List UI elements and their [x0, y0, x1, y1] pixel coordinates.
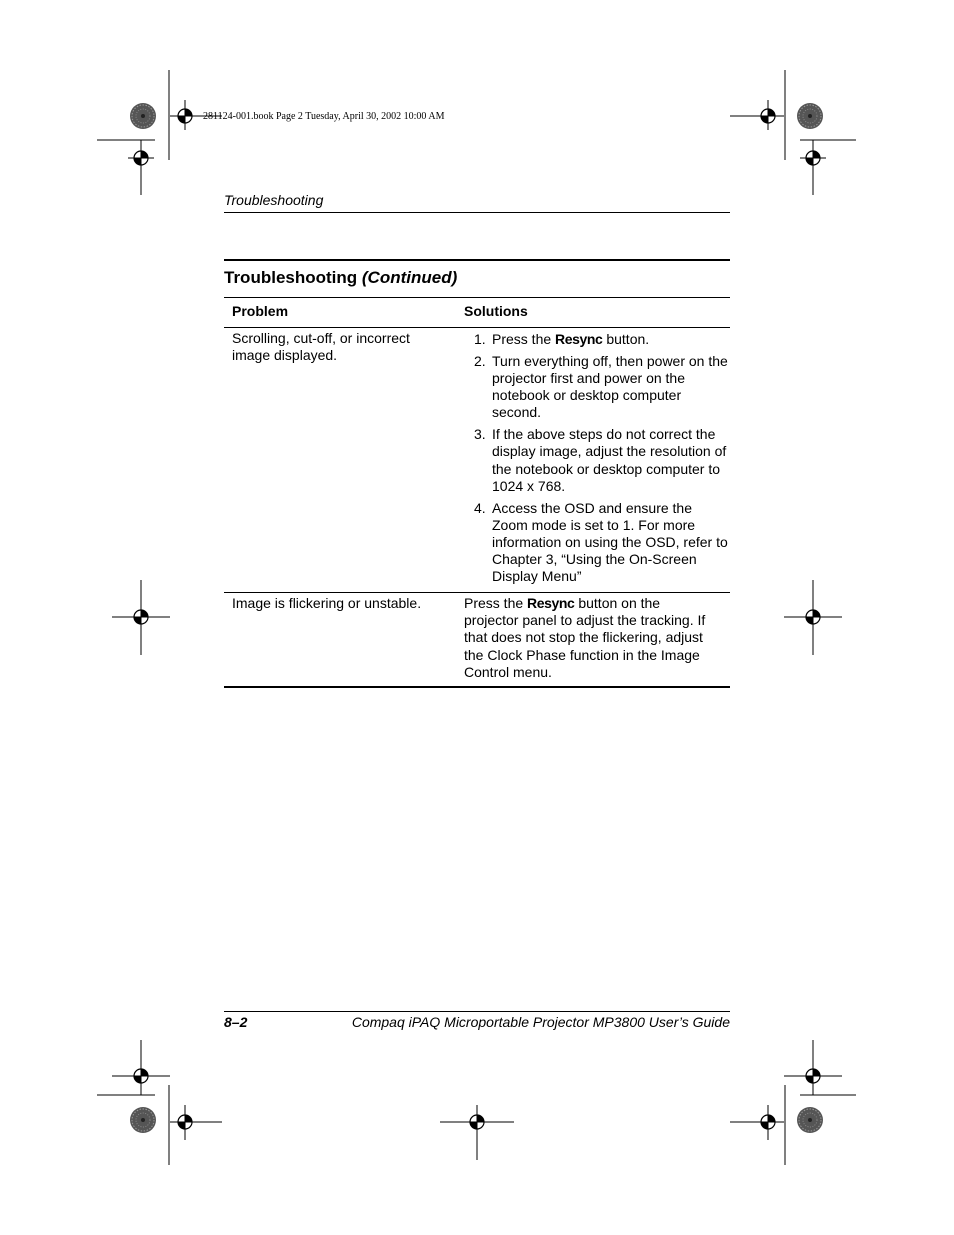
solution-step-2: 2. Turn everything off, then power on the projector first and power on the notebook or desktop computer second. — [474, 352, 728, 421]
solution-step-1: 1. Press the Resync button. — [474, 331, 650, 347]
resync-keyword: Resync — [527, 595, 575, 611]
table-top-rule — [224, 259, 730, 261]
book-title: Compaq iPAQ Microportable Projector MP3800 User’s Guide — [351, 1014, 730, 1030]
header-rule — [224, 212, 730, 213]
page-number: 8–2 — [224, 1014, 248, 1030]
running-head: Troubleshooting — [224, 192, 324, 208]
title-rule — [224, 297, 730, 298]
table-row-2-solution: Press the Resync button on the projector panel to adjust the tracking. If that does not stop the flickering, adjust the Clock Phase function in the Image Control menu. — [464, 595, 706, 680]
column-header-problem: Problem — [232, 303, 289, 319]
table-row-1-solutions — [464, 331, 729, 590]
solution-steps — [464, 331, 729, 586]
row-divider — [224, 592, 730, 593]
solution-step-3: 3. If the above steps do not correct the display image, adjust the resolution of the notebook or desktop computer to 1024 x 768. — [474, 426, 727, 494]
table-row-2-problem: Image is flickering or unstable. — [232, 595, 422, 611]
table-title-suffix: (Continued) — [361, 268, 458, 287]
print-slug: 281124-001.book Page 2 Tuesday, April 30, 2002 10:00 AM — [203, 111, 445, 122]
table-row-1-problem: Scrolling, cut-off, or incorrect image displayed. — [232, 330, 410, 364]
resync-keyword: Resync — [555, 331, 603, 347]
column-header-solutions: Solutions — [464, 303, 528, 319]
table-bottom-rule — [224, 686, 730, 688]
table-title — [224, 268, 457, 288]
header-row-rule — [224, 327, 730, 328]
solution-step-4: 4. Access the OSD and ensure the Zoom mode is set to 1. For more information on using the OSD, refer to Chapter 3, “Using the On-Screen Display Menu” — [474, 499, 728, 585]
footer-rule — [224, 1011, 730, 1012]
table-title-text: Troubleshooting — [224, 268, 358, 287]
